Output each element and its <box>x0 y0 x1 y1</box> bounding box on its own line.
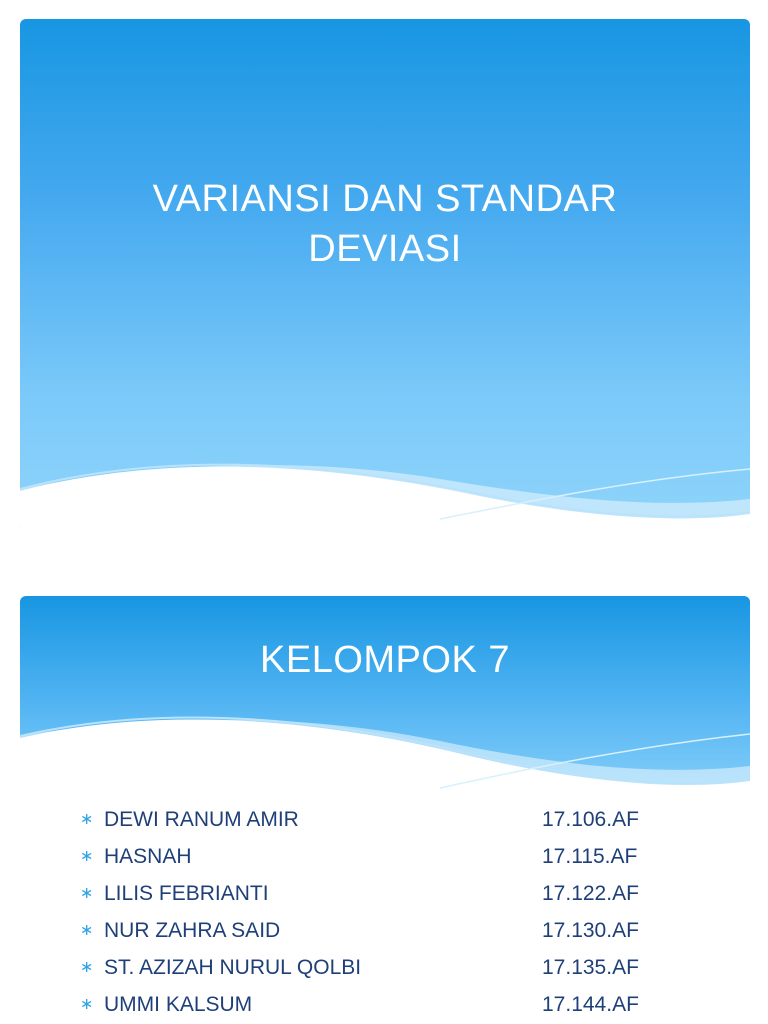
member-name: NUR ZAHRA SAID <box>104 919 281 942</box>
wave-decoration <box>20 439 750 529</box>
list-item <box>80 838 720 875</box>
asterisk-bullet-icon: ∗ <box>80 996 94 1013</box>
member-nim: 17.144.AF <box>542 993 639 1016</box>
member-nim: 17.135.AF <box>542 956 639 979</box>
member-name: DEWI RANUM AMIR <box>104 808 299 831</box>
list-item <box>80 912 720 949</box>
member-name: ST. AZIZAH NURUL QOLBI <box>104 956 362 979</box>
slide-title <box>20 174 750 274</box>
slide-title-line-1: VARIANSI DAN STANDAR <box>152 178 618 220</box>
member-nim: 17.130.AF <box>542 919 639 942</box>
list-item <box>80 875 720 912</box>
asterisk-bullet-icon: ∗ <box>80 922 94 939</box>
slide-title-line-2: DEVIASI <box>308 228 462 270</box>
member-nim: 17.106.AF <box>542 808 639 831</box>
group-heading: KELOMPOK 7 <box>260 639 510 681</box>
list-item <box>80 949 720 986</box>
asterisk-bullet-icon: ∗ <box>80 848 94 865</box>
wave-decoration <box>20 696 750 796</box>
member-name: HASNAH <box>104 845 192 868</box>
list-item <box>80 986 720 1023</box>
members-slide <box>20 596 750 1024</box>
asterisk-bullet-icon: ∗ <box>80 959 94 976</box>
list-item <box>80 801 720 838</box>
member-list <box>80 801 720 1023</box>
member-nim: 17.122.AF <box>542 882 639 905</box>
member-nim: 17.115.AF <box>542 845 638 868</box>
title-slide <box>20 19 750 529</box>
member-name: LILIS FEBRIANTI <box>104 882 269 905</box>
asterisk-bullet-icon: ∗ <box>80 811 94 828</box>
member-name: UMMI KALSUM <box>104 993 253 1016</box>
asterisk-bullet-icon: ∗ <box>80 885 94 902</box>
